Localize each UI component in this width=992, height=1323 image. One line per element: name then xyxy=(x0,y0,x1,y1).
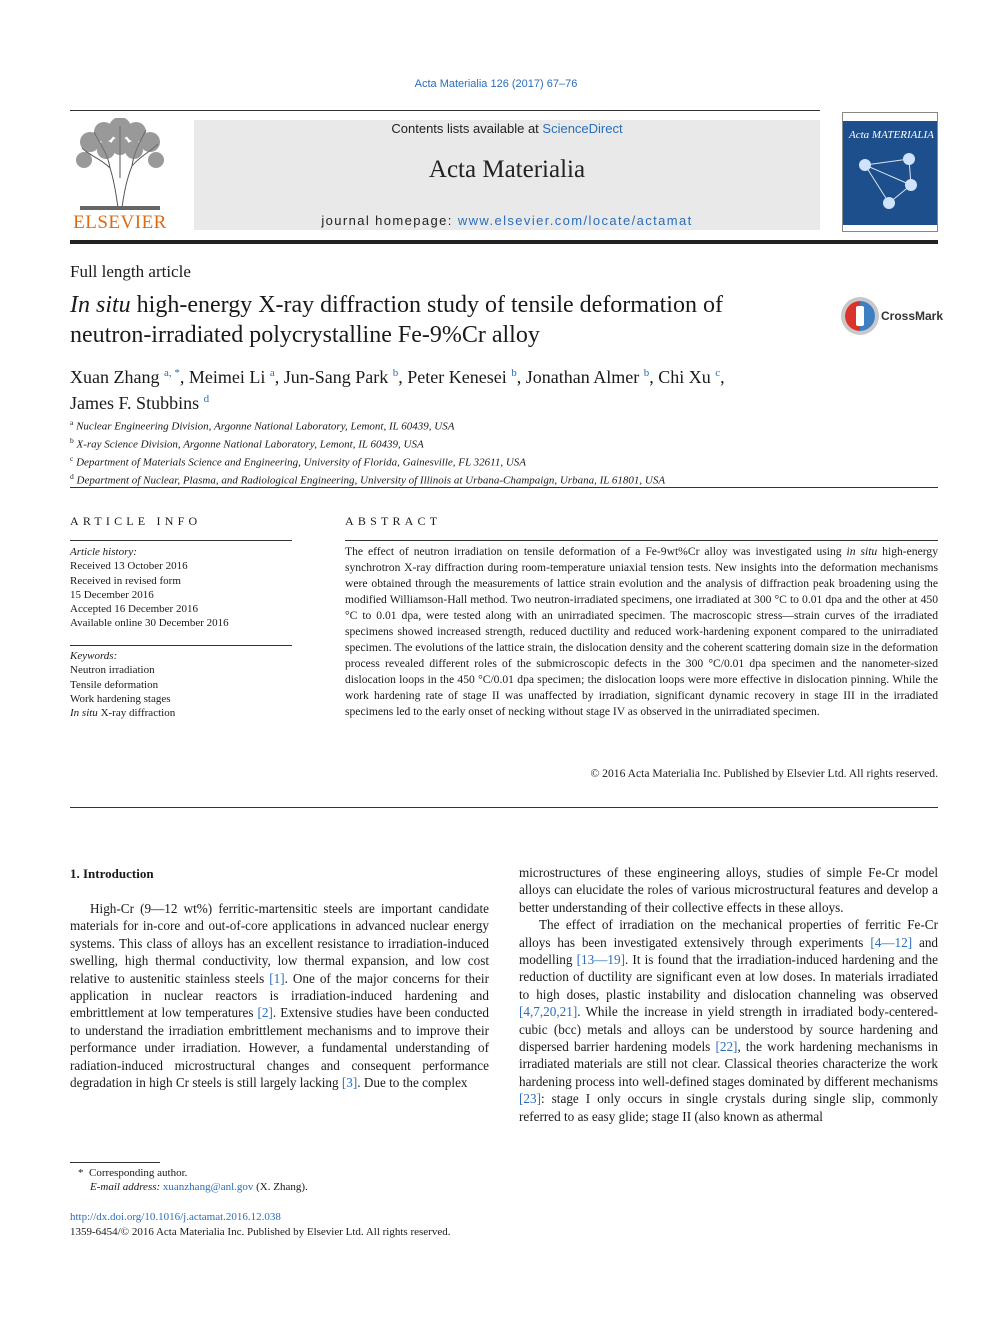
author-name[interactable]: James F. Stubbins xyxy=(70,393,200,413)
affiliation: $^d$ Department of Nuclear, Plasma, and Radiological Engineering, University of Illinois at Urbana-Champaign, Urbana, IL 61801, USA xyxy=(70,472,666,488)
abstract-rule xyxy=(345,540,938,541)
body-paragraph: microstructures of these engineering alloys, studies of simple Fe-Cr model alloys can elucidate the roles of various microstructural features and develop a better understanding of their collective effects in these alloys. xyxy=(519,865,938,915)
article-history xyxy=(70,545,292,631)
history-item: Available online 30 December 2016 xyxy=(70,617,229,630)
keyword: In situ X-ray diffraction xyxy=(70,707,176,720)
abstract-heading: ABSTRACT xyxy=(345,514,442,528)
journal-homepage-line: journal homepage: www.elsevier.com/locate/actamat xyxy=(321,213,693,228)
author-name[interactable]: Chi Xu xyxy=(658,367,711,387)
body-column-right xyxy=(519,864,938,1125)
author-affil-sup[interactable]: a xyxy=(269,367,275,379)
crossmark-icon[interactable] xyxy=(840,296,880,336)
body-column-left xyxy=(70,900,489,1091)
author-name[interactable]: Meimei Li xyxy=(188,367,266,387)
citation-link[interactable]: [4—12] xyxy=(870,934,913,950)
keywords xyxy=(70,649,292,720)
sciencedirect-link[interactable]: ScienceDirect xyxy=(542,121,623,136)
author-affil-sup[interactable]: b xyxy=(392,367,399,379)
masthead-rule xyxy=(70,240,938,244)
citation-link[interactable]: [23] xyxy=(519,1091,541,1107)
corresponding-author-note: * Corresponding author. xyxy=(78,1167,188,1179)
top-rule xyxy=(70,110,820,111)
citation-link[interactable]: [22] xyxy=(715,1039,738,1055)
author-affil-sup[interactable]: b xyxy=(511,367,517,379)
info-rule xyxy=(70,645,292,646)
author-name[interactable]: Jonathan Almer xyxy=(525,367,640,387)
author-name[interactable]: Xuan Zhang xyxy=(70,367,160,387)
article-info-heading: ARTICLE INFO xyxy=(70,514,202,528)
affiliation-list xyxy=(70,416,930,489)
citation-link[interactable]: [13—19] xyxy=(576,952,625,968)
body-paragraph: High-Cr (9—12 wt%) ferritic-martensitic steels are important candidate materials for in-core and out-of-core applications in advanced nuclear energy systems. This class of alloys has an excellent resistance to irradiation-induced swelling, high thermal conductivity, low thermal expansion, and low cost relative to austenitic stainless steels [1]. One of the major concerns for their application in nuclear reactors is irradiation-induced hardening and embrittlement at low temperatures [2]. Extensive studies have been conducted to understand the irradiation embrittlement mechanisms and to improve their performance under irradiation. However, a fundamental understanding of radiation-induced microstructural changes and consequent performance degradation in high Cr steels is still largely lacking [3]. Due to the complex xyxy=(70,901,489,1091)
keyword: Tensile deformation xyxy=(70,678,159,691)
keyword: Work hardening stages xyxy=(70,692,171,705)
journal-citation[interactable]: Acta Materialia 126 (2017) 67–76 xyxy=(414,78,578,90)
doi-link[interactable]: http://dx.doi.org/10.1016/j.actamat.2016.12.038 xyxy=(70,1211,281,1223)
journal-cover-image xyxy=(842,112,938,232)
body-paragraph: The effect of irradiation on the mechanical properties of ferritic Fe-Cr alloys has been investigated extensively through experiments [4—12] and modelling [13—19]. It is found that the irradiation-induced hardening and the reduction of ductility are significant even at low doses. In materials irradiated to high doses, plastic instability and dislocation channeling was observed [4,7,20,21]. While the increase in yield strength in irradiated body-centered-cubic (bcc) metals and alloys can be understood by source hardening and dispersed barrier hardening models [22], the work hardening mechanisms in irradiated materials are still not clear. Classical theories characterize the work hardening process into well-defined stages dominated by different mechanisms [23]: stage I only occurs in single crystals during single slip, commonly referred to as easy glide; stage II (also known as athermal xyxy=(519,917,939,1124)
author-affil-sup[interactable]: c xyxy=(715,367,721,379)
section-heading-introduction: 1. Introduction xyxy=(70,866,154,881)
history-item: Received in revised form xyxy=(70,574,181,587)
history-item: Received 13 October 2016 xyxy=(70,560,188,573)
email-note: E-mail address: xuanzhang@anl.gov (X. Zhang). xyxy=(90,1181,308,1193)
info-rule xyxy=(70,540,292,541)
citation-link[interactable]: [2] xyxy=(257,1005,273,1021)
footnote-rule xyxy=(70,1162,160,1163)
author-affil-sup[interactable]: d xyxy=(203,393,210,405)
author-name[interactable]: Jun-Sang Park xyxy=(283,367,389,387)
elsevier-wordmark: ELSEVIER xyxy=(73,212,167,233)
header-rule xyxy=(70,487,938,488)
affiliation: $^b$ X-ray Science Division, Argonne National Laboratory, Lemont, IL 60439, USA xyxy=(70,436,424,451)
citation-link[interactable]: [4,7,20,21] xyxy=(519,1004,578,1020)
keywords-label: Keywords: xyxy=(70,650,118,662)
affiliation: $^c$ Department of Materials Science and Engineering, University of Florida, Gainesville, FL 32611, USA xyxy=(70,454,527,469)
email-link[interactable]: xuanzhang@anl.gov xyxy=(162,1181,254,1193)
journal-homepage-link[interactable]: www.elsevier.com/locate/actamat xyxy=(457,213,693,228)
contents-line: Contents lists available at ScienceDirect xyxy=(391,121,623,136)
author-list: Xuan Zhang $^{a, *}$, Meimei Li $^a$, Jun-Sang Park $^b$, Peter Kenesei $^b$, Jonathan Almer $^b$, Chi Xu $^c$, James F. Stubbins $^d$ xyxy=(70,367,725,413)
citation-link[interactable]: [3] xyxy=(341,1075,358,1091)
history-label: Article history: xyxy=(70,546,137,558)
paper-title: In situ high-energy X-ray diffraction study of tensile deformation of neutron-irradiated polycrystalline Fe-9%Cr alloy xyxy=(70,292,723,348)
crossmark-label[interactable]: CrossMark xyxy=(881,309,944,323)
keyword: Neutron irradiation xyxy=(70,664,155,677)
article-type: Full length article xyxy=(70,262,191,281)
cover-title: Acta MATERIALIA xyxy=(849,129,934,141)
history-item: 15 December 2016 xyxy=(70,588,154,601)
affiliation: $^a$ Nuclear Engineering Division, Argonne National Laboratory, Lemont, IL 60439, USA xyxy=(70,418,455,433)
author-affil-sup[interactable]: b xyxy=(643,367,650,379)
issn-copyright: 1359-6454/© 2016 Acta Materialia Inc. Published by Elsevier Ltd. All rights reserved. xyxy=(70,1226,451,1238)
journal-title: Acta Materialia xyxy=(428,156,586,183)
abstract-text: The effect of neutron irradiation on tensile deformation of a Fe-9wt%Cr alloy was investigated using in situ high-energy synchrotron X-ray diffraction during room-temperature uniaxial tension tests. New insights into the deformation mechanisms were obtained through the measurements of lattice strain evolution and the analysis of diffraction peak broadening using the modified Williamson-Hall method. Two neutron-irradiated specimens, one irradiated at 300 °C to 0.01 dpa and the other at 450 °C to 0.01 dpa, were tested along with an unirradiated specimen. The macroscopic stress—strain curves of the irradiated specimens showed increased strength, reduced ductility and reduced work-hardening exponent compared to the unirradiated specimen. The evolutions of the lattice strain, the dislocation density and the coherent scattering domain size in the deformation process revealed different roles of the submicroscopic defects in the 300 °C/0.01 dpa specimen and the nanometer-sized dislocation loops in the 450 °C/0.01 dpa specimen; the dislocation loops were more effective in dislocation pinning. While the work hardening rate of stage II was unaffected by irradiation, significant dynamic recovery in stage III in the irradiated specimens led to the early onset of necking without stage IV as observed in the unirradiated specimen. xyxy=(345,545,938,718)
author-affil-sup[interactable]: a, * xyxy=(163,367,180,379)
author-name[interactable]: Peter Kenesei xyxy=(407,367,507,387)
citation-link[interactable]: [1] xyxy=(269,970,285,986)
abstract-copyright: © 2016 Acta Materialia Inc. Published by Elsevier Ltd. All rights reserved. xyxy=(590,767,938,780)
abstract-bottom-rule xyxy=(70,807,938,808)
history-item: Accepted 16 December 2016 xyxy=(70,603,198,616)
